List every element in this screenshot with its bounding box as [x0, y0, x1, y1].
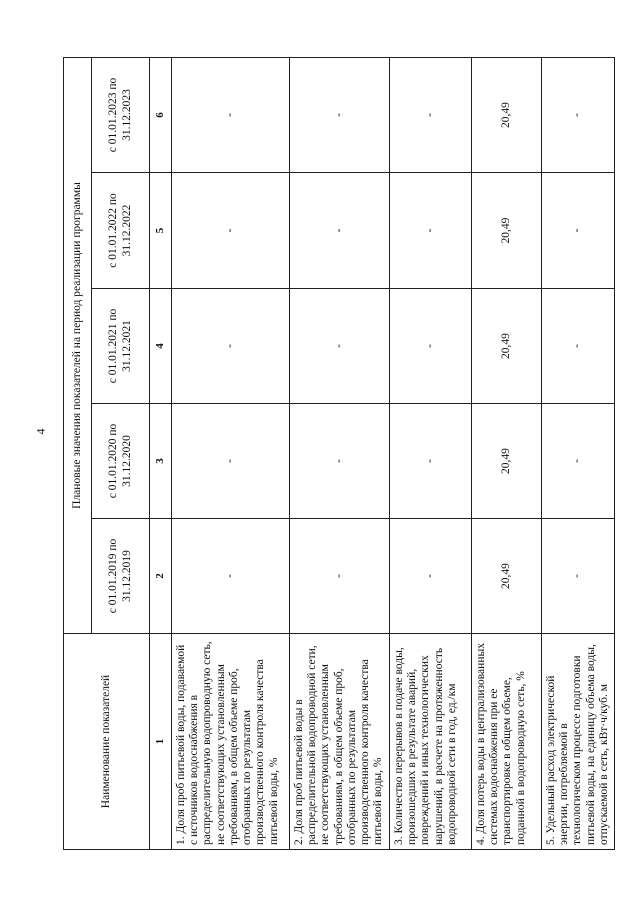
indicator-value: - — [290, 404, 390, 519]
indicator-value: - — [172, 404, 290, 519]
indicators-table — [63, 57, 615, 850]
header-period-2022: с 01.01.2022 по 31.12.2022 — [92, 173, 150, 289]
indicator-value: - — [390, 58, 472, 173]
indicator-name: 1. Доля проб питьевой воды, подаваемой с источников водоснабжения в распределительную водопроводную сеть, не соответствующих установленным требованиям, в общем объеме проб, отобранных по результатам производственного контроля качества питьевой воды, % — [172, 634, 290, 850]
column-numbers-row — [150, 58, 172, 850]
header-period-2023: с 01.01.2023 по 31.12.2023 — [92, 58, 150, 173]
indicator-name: 5. Удельный расход электрической энергии, потребляемой в технологическом процессе подготовки питьевой воды, на единицу объема воды, отпускаемой в сеть, кВт·ч/куб. м — [542, 634, 615, 850]
indicator-value: 20,49 — [472, 58, 542, 173]
indicator-value: 20,49 — [472, 404, 542, 519]
indicator-value: - — [172, 289, 290, 404]
header-period-2019: с 01.01.2019 по 31.12.2019 — [92, 519, 150, 634]
indicator-value: - — [172, 173, 290, 289]
indicator-value: - — [290, 173, 390, 289]
column-number: 4 — [150, 289, 172, 404]
indicator-value: - — [542, 519, 615, 634]
header-period-2020: с 01.01.2020 по 31.12.2020 — [92, 404, 150, 519]
indicator-value: - — [542, 58, 615, 173]
column-number: 5 — [150, 173, 172, 289]
table-row — [172, 58, 290, 850]
indicator-value: - — [290, 289, 390, 404]
indicator-value: - — [542, 289, 615, 404]
indicators-table-container — [63, 58, 610, 850]
table-row — [542, 58, 615, 850]
column-number: 1 — [150, 634, 172, 850]
column-number: 3 — [150, 404, 172, 519]
indicator-name: 4. Доля потерь воды в централизованных системах водоснабжения при ее транспортировке в общем объеме, поданной в водопроводную сеть, % — [472, 634, 542, 850]
indicator-value: - — [390, 173, 472, 289]
indicator-value: - — [172, 58, 290, 173]
indicator-value: - — [542, 404, 615, 519]
indicator-value: 20,49 — [472, 289, 542, 404]
column-number: 6 — [150, 58, 172, 173]
indicator-value: 20,49 — [472, 519, 542, 634]
indicator-value: - — [290, 519, 390, 634]
table-row — [390, 58, 472, 850]
table-row — [472, 58, 542, 850]
indicator-value: - — [390, 289, 472, 404]
indicator-value: - — [172, 519, 290, 634]
indicator-value: - — [390, 404, 472, 519]
indicator-value: - — [542, 173, 615, 289]
header-period-2021: с 01.01.2021 по 31.12.2021 — [92, 289, 150, 404]
indicator-value: - — [390, 519, 472, 634]
table-row — [290, 58, 390, 850]
column-number: 2 — [150, 519, 172, 634]
indicator-value: - — [290, 58, 390, 173]
header-planned-values: Плановые значения показателей на период реализации программы — [64, 58, 92, 634]
indicator-value: 20,49 — [472, 173, 542, 289]
page-number: 4 — [33, 428, 48, 435]
header-indicator-name: Наименование показателей — [64, 634, 150, 850]
indicator-name: 3. Количество перерывов в подаче воды, произошедших в результате аварий, повреждений и иных технологических нарушений, в расчете на протяженность водопроводной сети в год, ед./км — [390, 634, 472, 850]
indicator-name: 2. Доля проб питьевой воды в распределительной водопроводной сети, не соответствующих установленным требованиям, в общем объеме проб, отобранных по результатам производственного контроля качества питьевой воды, % — [290, 634, 390, 850]
